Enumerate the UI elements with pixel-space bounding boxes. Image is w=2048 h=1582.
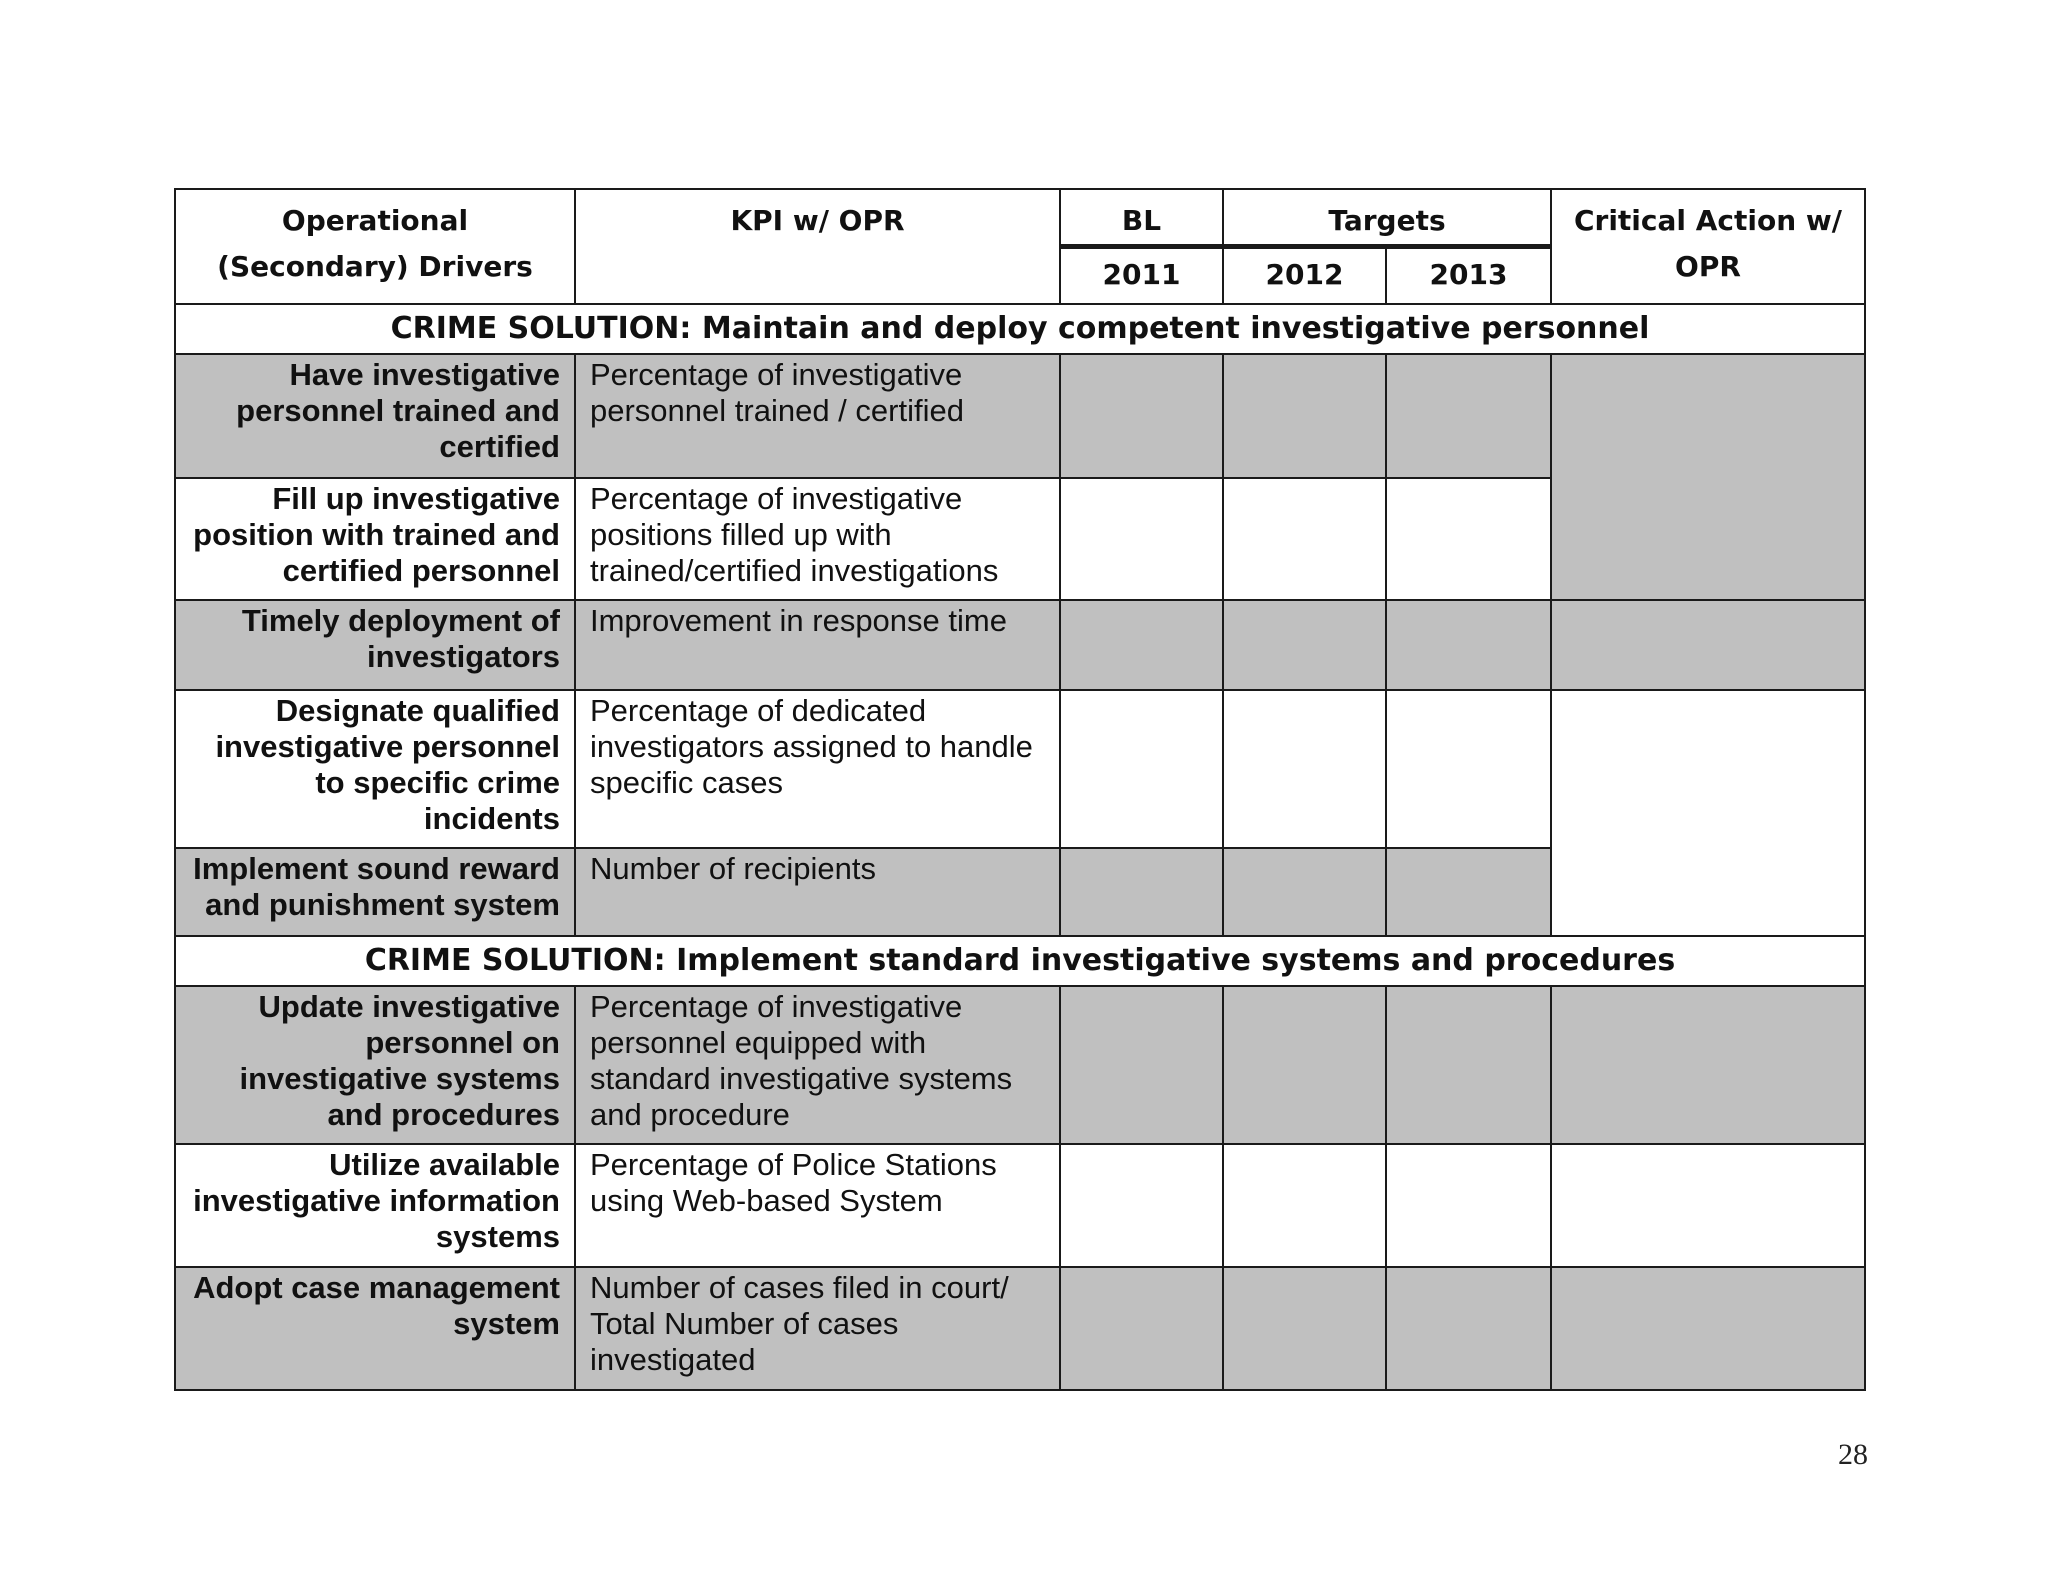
critical-action-cell	[1551, 690, 1865, 936]
kpi-cell: Percentage of dedicated investigators assigned to handle specific cases	[575, 690, 1060, 848]
kpi-cell: Percentage of investigative personnel trained / certified	[575, 354, 1060, 478]
header-bl: BL	[1060, 189, 1223, 247]
target-2012-cell	[1223, 1267, 1386, 1390]
header-targets: Targets	[1223, 189, 1551, 247]
kpi-cell: Percentage of investigative personnel equipped with standard investigative systems and procedure	[575, 986, 1060, 1144]
kpi-cell: Number of cases filed in court/ Total Number of cases investigated	[575, 1267, 1060, 1390]
header-year-2012: 2012	[1223, 247, 1386, 304]
table-row	[175, 986, 1865, 1144]
header-year-2013: 2013	[1386, 247, 1551, 304]
target-2013-cell	[1386, 354, 1551, 478]
header-critical-line2: OPR	[1675, 250, 1741, 283]
driver-cell: Implement sound reward and punishment system	[175, 848, 575, 936]
section-title: CRIME SOLUTION: Maintain and deploy competent investigative personnel	[175, 304, 1865, 354]
header-year-2011: 2011	[1060, 247, 1223, 304]
kpi-cell: Improvement in response time	[575, 600, 1060, 690]
critical-action-cell	[1551, 1267, 1865, 1390]
target-2013-cell	[1386, 600, 1551, 690]
table-row	[175, 690, 1865, 848]
driver-cell: Timely deployment of investigators	[175, 600, 575, 690]
driver-cell: Utilize available investigative information systems	[175, 1144, 575, 1267]
table-row	[175, 1144, 1865, 1267]
target-2013-cell	[1386, 1144, 1551, 1267]
target-2012-cell	[1223, 354, 1386, 478]
critical-action-cell	[1551, 986, 1865, 1144]
driver-cell: Designate qualified investigative personnel to specific crime incidents	[175, 690, 575, 848]
table-row	[175, 600, 1865, 690]
header-kpi: KPI w/ OPR	[575, 189, 1060, 304]
bl-cell	[1060, 690, 1223, 848]
table-row	[175, 1267, 1865, 1390]
target-2013-cell	[1386, 986, 1551, 1144]
section-title: CRIME SOLUTION: Implement standard investigative systems and procedures	[175, 936, 1865, 986]
bl-cell	[1060, 986, 1223, 1144]
header-drivers-line2: (Secondary) Drivers	[217, 250, 533, 283]
header-drivers-line1: Operational	[281, 204, 469, 237]
target-2012-cell	[1223, 690, 1386, 848]
target-2012-cell	[1223, 1144, 1386, 1267]
target-2012-cell	[1223, 600, 1386, 690]
header-critical-action	[1551, 189, 1865, 304]
table-row	[175, 354, 1865, 478]
critical-action-cell	[1551, 600, 1865, 690]
critical-action-cell	[1551, 1144, 1865, 1267]
bl-cell	[1060, 354, 1223, 478]
bl-cell	[1060, 478, 1223, 600]
kpi-cell: Number of recipients	[575, 848, 1060, 936]
target-2013-cell	[1386, 690, 1551, 848]
critical-action-cell	[1551, 354, 1865, 600]
page-number: 28	[1838, 1438, 1868, 1471]
bl-cell	[1060, 1144, 1223, 1267]
bl-cell	[1060, 600, 1223, 690]
target-2013-cell	[1386, 478, 1551, 600]
target-2012-cell	[1223, 986, 1386, 1144]
driver-cell: Have investigative personnel trained and certified	[175, 354, 575, 478]
target-2013-cell	[1386, 1267, 1551, 1390]
target-2013-cell	[1386, 848, 1551, 936]
kpi-cell: Percentage of investigative positions filled up with trained/certified investigations	[575, 478, 1060, 600]
driver-cell: Update investigative personnel on investigative systems and procedures	[175, 986, 575, 1144]
kpi-cell: Percentage of Police Stations using Web-based System	[575, 1144, 1060, 1267]
target-2012-cell	[1223, 478, 1386, 600]
header-drivers	[175, 189, 575, 304]
driver-cell: Fill up investigative position with trained and certified personnel	[175, 478, 575, 600]
target-2012-cell	[1223, 848, 1386, 936]
driver-cell: Adopt case management system	[175, 1267, 575, 1390]
header-critical-line1: Critical Action w/	[1573, 204, 1843, 237]
kpi-table	[174, 188, 1866, 1391]
bl-cell	[1060, 848, 1223, 936]
bl-cell	[1060, 1267, 1223, 1390]
